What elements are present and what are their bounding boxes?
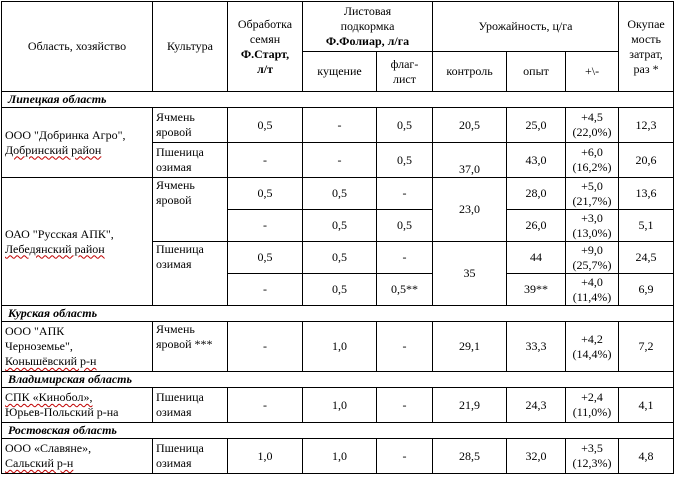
payback-cell: 12,3 [619, 108, 674, 143]
header-text: семян [249, 31, 281, 46]
crop-cell: Пшеница озимая [153, 143, 228, 178]
farm-cell [2, 439, 153, 474]
farm-district: Лебедянский район [5, 241, 105, 256]
table-row [2, 439, 674, 474]
delta-cell: +3,0 (13,0%) [566, 210, 619, 242]
flag-leaf-cell: - [377, 242, 433, 274]
farm-cell [2, 178, 153, 306]
experiment-cell: 24,3 [507, 388, 566, 423]
seed-cell: - [228, 322, 303, 372]
seed-cell: - [228, 388, 303, 423]
experiment-cell: 32,0 [507, 439, 566, 474]
farm-cell [2, 108, 153, 178]
experiment-cell: 39** [507, 274, 566, 306]
flag-leaf-cell: 0,5** [377, 274, 433, 306]
control-cell: 29,1 [433, 322, 507, 372]
tillering-cell: 0,5 [303, 242, 377, 274]
delta-cell: +2,4 (11,0%) [566, 388, 619, 423]
payback-cell: 20,6 [619, 143, 674, 178]
experiment-cell: 28,0 [507, 178, 566, 210]
flag-leaf-cell: - [377, 439, 433, 474]
payback-cell: 4,1 [619, 388, 674, 423]
payback-cell: 13,6 [619, 178, 674, 210]
header-text: Ф.Старт, [240, 46, 290, 61]
delta-cell: +4,2 (14,4%) [566, 322, 619, 372]
farm-cell [2, 322, 153, 372]
header-text: раз * [633, 61, 659, 76]
control-cell: 35 [433, 242, 507, 306]
farm-name: ООО "АПК [5, 324, 65, 338]
flag-leaf-cell: 0,5 [377, 210, 433, 242]
region-row-rostov [2, 423, 674, 439]
flag-leaf-cell: - [377, 388, 433, 423]
experiment-cell: 43,0 [507, 143, 566, 178]
control-cell: 21,9 [433, 388, 507, 423]
results-table [1, 1, 674, 474]
delta-cell: +6,0 (16,2%) [566, 143, 619, 178]
delta-cell: +5,0 (21,7%) [566, 178, 619, 210]
header-delta: +\- [566, 52, 619, 92]
flag-leaf-cell: - [377, 322, 433, 372]
experiment-cell: 44 [507, 242, 566, 274]
control-cell: 28,5 [433, 439, 507, 474]
tillering-cell: 0,5 [303, 178, 377, 210]
experiment-cell: 33,3 [507, 322, 566, 372]
farm-name: Черноземье", [5, 339, 73, 353]
flag-leaf-cell: - [377, 178, 433, 210]
payback-cell: 4,8 [619, 439, 674, 474]
farm-district: Конышёвский р-н [5, 354, 97, 368]
header-text: мость [631, 31, 662, 46]
header-text: Окупае [627, 16, 665, 31]
control-cell: 23,0 [433, 178, 507, 242]
farm-name: ООО "Добринка Агро", [5, 127, 126, 142]
table-row [2, 178, 674, 210]
header-text: затрат, [629, 46, 663, 61]
tillering-cell: - [303, 143, 377, 178]
tillering-cell: 1,0 [303, 439, 377, 474]
tillering-cell: - [303, 108, 377, 143]
seed-cell: 0,5 [228, 178, 303, 210]
farm-name: ОАО "Русская АПК", [5, 226, 114, 241]
header-tillering: кущение [303, 52, 377, 92]
crop-cell: Пшеница озимая [153, 439, 228, 474]
crop-cell: Пшеница озимая [153, 242, 228, 306]
delta-cell: +3,5 (12,3%) [566, 439, 619, 474]
header-experiment: опыт [507, 52, 566, 92]
seed-cell: - [228, 143, 303, 178]
region-label: Курская область [2, 306, 674, 322]
experiment-cell: 25,0 [507, 108, 566, 143]
seed-cell: 1,0 [228, 439, 303, 474]
seed-cell: 0,5 [228, 242, 303, 274]
crop-cell: Пшеница озимая [153, 388, 228, 423]
delta-cell: +4,0 (11,4%) [566, 274, 619, 306]
control-cell: 37,0 [433, 143, 507, 178]
flag-leaf-cell: 0,5 [377, 143, 433, 178]
header-seed-treatment [228, 2, 303, 92]
crop-cell: Ячмень яровой *** [153, 322, 228, 372]
table-row [2, 388, 674, 423]
payback-cell: 7,2 [619, 322, 674, 372]
payback-cell: 24,5 [619, 242, 674, 274]
delta-cell: +9,0 (25,7%) [566, 242, 619, 274]
header-text: флаг- [390, 56, 419, 71]
seed-cell: 0,5 [228, 108, 303, 143]
header-text: лист [393, 71, 416, 86]
header-control: контроль [433, 52, 507, 92]
header-foliar [303, 2, 433, 52]
farm-district: Юрьев-Польский р-на [5, 405, 119, 419]
tillering-cell: 0,5 [303, 274, 377, 306]
flag-leaf-cell: 0,5 [377, 108, 433, 143]
header-yield: Урожайность, ц/га [433, 2, 619, 52]
experiment-cell: 26,0 [507, 210, 566, 242]
region-label: Ростовская область [2, 423, 674, 439]
region-row-kursk [2, 306, 674, 322]
delta-cell: +4,5 (22,0%) [566, 108, 619, 143]
header-text: подкормка [340, 19, 395, 33]
table-row [2, 108, 674, 143]
header-region: Область, хозяйство [2, 2, 153, 92]
tillering-cell: 0,5 [303, 210, 377, 242]
seed-cell: - [228, 210, 303, 242]
farm-cell [2, 388, 153, 423]
region-row-lipetsk [2, 92, 674, 108]
tillering-cell: 1,0 [303, 322, 377, 372]
region-label: Владимирская область [2, 372, 674, 388]
crop-cell: Ячмень яровой [153, 178, 228, 242]
header-flag-leaf [377, 52, 433, 92]
header-crop: Культура [153, 2, 228, 92]
farm-district: Добринский район [5, 142, 102, 157]
header-text: Обработка [237, 16, 293, 31]
region-row-vladimir [2, 372, 674, 388]
payback-cell: 6,9 [619, 274, 674, 306]
table-row [2, 322, 674, 372]
region-label: Липецкая область [2, 92, 674, 108]
header-text: Листовая [343, 4, 392, 18]
control-cell: 20,5 [433, 108, 507, 143]
header-text: Ф.Фолиар, л/га [325, 34, 410, 48]
farm-name: ООО «Славяне», [5, 441, 92, 455]
farm-name: СПК «Кинобол», [5, 390, 93, 404]
header-payback [619, 2, 674, 92]
farm-district: Сальский р-н [5, 456, 74, 470]
payback-cell: 5,1 [619, 210, 674, 242]
seed-cell: - [228, 274, 303, 306]
tillering-cell: 1,0 [303, 388, 377, 423]
header-text: л/т [257, 61, 273, 76]
crop-cell: Ячмень яровой [153, 108, 228, 143]
